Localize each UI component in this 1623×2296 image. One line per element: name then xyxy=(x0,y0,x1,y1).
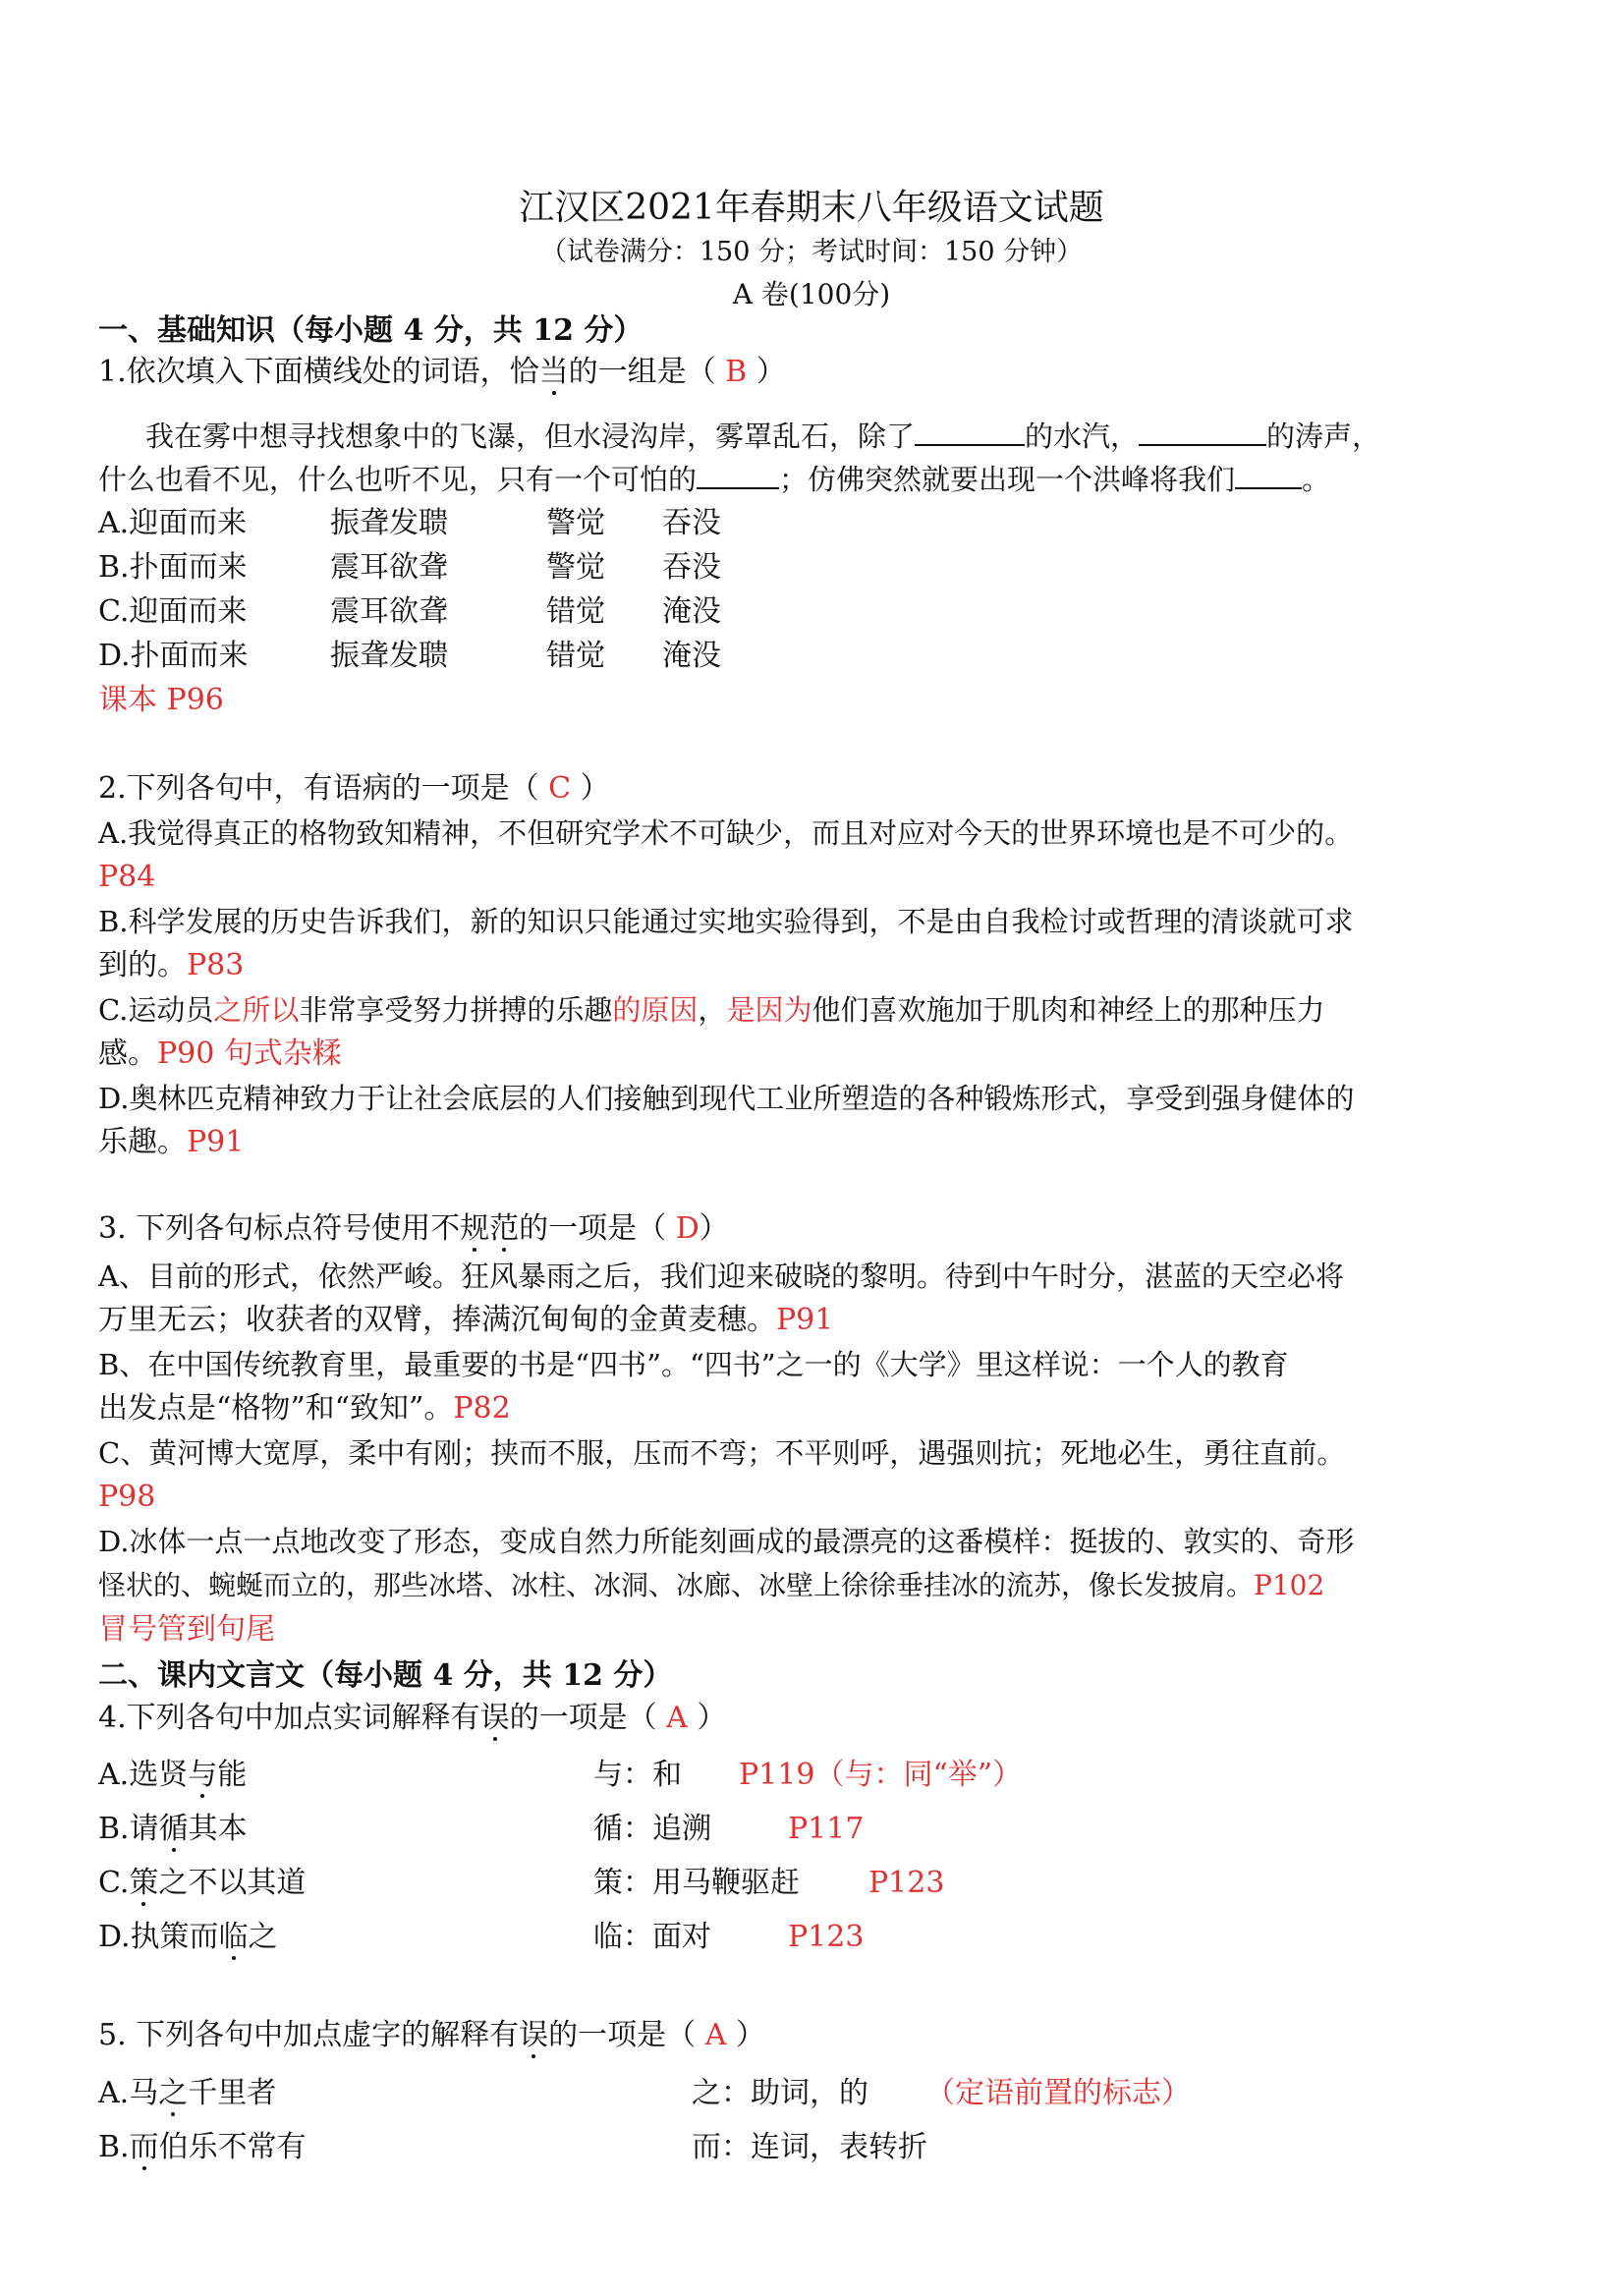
q1-option-a-w2: 振聋发聩 xyxy=(330,506,448,540)
q1-note: 课本 P96 xyxy=(98,683,224,717)
q4-option-b xyxy=(98,1811,248,1848)
answer: B xyxy=(715,355,756,389)
passage-text: 的涛声， xyxy=(1266,420,1381,453)
option-text: 之不以其道 xyxy=(158,1866,307,1900)
section-heading-1: 一、基础知识（每小题 4 分，共 12 分） xyxy=(98,313,644,348)
dotted-char: 临 xyxy=(218,1920,249,1954)
answer: C xyxy=(538,771,581,806)
q3-option-b-line-1: B、在中国传统教育里，最重要的书是“四书”。“四书”之一的《大学》里这样说：一个人的教育 xyxy=(98,1348,1289,1381)
option-text: ， xyxy=(698,993,727,1027)
option-text: 能 xyxy=(217,1758,248,1792)
q5-option-b-explanation: 而：连词，表转折 xyxy=(692,2130,927,2164)
q4-option-c-explanation: 策：用马鞭驱赶 xyxy=(593,1866,800,1900)
option-text: 出发点是“格物”和“致知”。 xyxy=(98,1391,454,1426)
dotted-char: 规 xyxy=(460,1211,490,1246)
option-text: 感。 xyxy=(98,1036,157,1071)
stem-text: 5. 下列各句中加点虚字的解释有 xyxy=(98,2018,520,2052)
q4-option-c-note: P123 xyxy=(868,1866,945,1900)
answer: A xyxy=(696,2018,736,2052)
q5-option-a-note: （定语前置的标志） xyxy=(925,2076,1191,2110)
question-5-stem xyxy=(98,2017,765,2054)
q2-option-a-note: P84 xyxy=(98,860,156,894)
exam-info: （试卷满分：150 分；考试时间：150 分钟） xyxy=(539,237,1084,267)
dotted-char: 循 xyxy=(158,1812,189,1846)
paper-label: A 卷(100分) xyxy=(732,278,891,310)
q4-option-a xyxy=(98,1757,247,1794)
fill-blank xyxy=(1139,417,1266,446)
fill-blank xyxy=(1235,460,1302,489)
stem-text: ） xyxy=(699,1211,729,1246)
q2-option-b-line-2 xyxy=(98,947,244,984)
q1-option-b-w1: B.扑面而来 xyxy=(98,550,248,585)
option-text: 其本 xyxy=(188,1812,248,1846)
dotted-char: 之 xyxy=(158,2076,189,2110)
q4-option-b-explanation: 循：追溯 xyxy=(593,1812,711,1846)
page-note: P91 xyxy=(776,1303,834,1337)
answer: A xyxy=(656,1701,698,1735)
q3-option-d-note: 冒号管到句尾 xyxy=(98,1612,275,1647)
q3-option-c: C、黄河博大宽厚，柔中有刚；挟而不服，压而不弯；不平则呼，遇强则抗；死地必生，勇往直前。 xyxy=(98,1436,1346,1470)
q4-option-a-note: P119（与：同“举”） xyxy=(739,1758,1023,1792)
q3-option-c-note: P98 xyxy=(98,1480,156,1514)
question-4-stem xyxy=(98,1700,726,1737)
passage-text: 什么也看不见，什么也听不见，只有一个可怕的 xyxy=(98,463,698,496)
dotted-char: 误 xyxy=(519,2018,549,2052)
q3-option-d-line-2 xyxy=(98,1567,1324,1604)
q3-option-b-line-2 xyxy=(98,1390,511,1428)
stem-text: ） xyxy=(580,771,610,806)
q2-option-c-line-1 xyxy=(98,991,1324,1029)
stem-text: ） xyxy=(735,2018,765,2052)
option-text: A.马 xyxy=(98,2076,159,2110)
dotted-char: 误 xyxy=(479,1701,510,1735)
stem-text: 的一项是（ xyxy=(519,1211,667,1246)
option-text: 千里者 xyxy=(188,2076,277,2110)
stem-text: ） xyxy=(697,1701,727,1735)
passage-text: 的水汽， xyxy=(1025,420,1140,453)
q1-option-c-w3: 错觉 xyxy=(546,594,605,629)
q1-option-a-w1: A.迎面而来 xyxy=(98,506,248,540)
page-note: P90 句式杂糅 xyxy=(157,1036,342,1071)
option-text: 万里无云；收获者的双臂，捧满沉甸甸的金黄麦穗。 xyxy=(98,1303,776,1337)
stem-text: 2.下列各句中，有语病的一项是（ xyxy=(98,771,539,806)
q2-option-b-line-1: B.科学发展的历史告诉我们，新的知识只能通过实地实验得到，不是由自我检讨或哲理的清谈就可求 xyxy=(98,905,1354,938)
fill-blank xyxy=(697,460,779,489)
fill-blank xyxy=(915,417,1025,446)
stem-text: 的一项是（ xyxy=(509,1701,657,1735)
stem-text: 的一项是（ xyxy=(548,2018,697,2052)
q1-option-c-w4: 淹没 xyxy=(662,594,721,629)
q1-option-a-w4: 吞没 xyxy=(662,506,721,540)
q1-option-b-w3: 警觉 xyxy=(546,550,605,585)
page-note: P82 xyxy=(453,1391,511,1426)
option-text: A.选贤 xyxy=(98,1758,189,1792)
q3-option-d-line-1: D.冰体一点一点地改变了形态，变成自然力所能刻画成的最漂亮的这番模样：挺拔的、敦实的、奇形 xyxy=(98,1525,1355,1558)
passage-text: 我在雾中想寻找想象中的飞瀑，但水浸沟岸，雾罩乱石，除了 xyxy=(145,420,916,453)
q4-option-c xyxy=(98,1865,306,1902)
option-text: 怪状的、蜿蜒而立的，那些冰塔、冰柱、冰洞、冰廊、冰壁上徐徐垂挂冰的流苏，像长发披肩。 xyxy=(98,1569,1255,1601)
dotted-char: 而 xyxy=(129,2130,159,2164)
question-2-stem xyxy=(98,770,610,808)
page-note: P91 xyxy=(187,1125,245,1159)
q1-option-c-w1: C.迎面而来 xyxy=(98,594,248,629)
option-text: C. xyxy=(98,1866,130,1900)
page-note: P83 xyxy=(187,948,245,982)
question-1-stem xyxy=(98,354,786,391)
option-text: 非常享受努力拼搏的乐趣 xyxy=(299,993,613,1027)
q4-option-a-explanation: 与：和 xyxy=(593,1758,682,1792)
q1-option-b-w4: 吞没 xyxy=(662,550,721,585)
q1-option-d-w2: 振聋发聩 xyxy=(330,639,448,673)
dotted-char: 与 xyxy=(188,1758,218,1792)
question-1-passage-line-2 xyxy=(98,460,1330,498)
stem-text: 1.依次填入下面横线处的词语，恰 xyxy=(98,355,539,389)
page-note: P102 xyxy=(1254,1569,1325,1601)
q1-option-a-w3: 警觉 xyxy=(546,506,605,540)
q4-option-d-note: P123 xyxy=(788,1920,865,1954)
question-3-stem xyxy=(98,1210,729,1248)
q2-option-d-line-1: D.奥林匹克精神致力于让社会底层的人们接触到现代工业所塑造的各种锻炼形式，享受到强身健体的 xyxy=(98,1082,1355,1115)
option-text: 乐趣。 xyxy=(98,1125,187,1159)
q1-option-b-w2: 震耳欲聋 xyxy=(330,550,448,585)
passage-text: 。 xyxy=(1302,463,1331,496)
option-text: B.请 xyxy=(98,1812,159,1846)
section-heading-2: 二、课内文言文（每小题 4 分，共 12 分） xyxy=(98,1658,673,1693)
dotted-char: 策 xyxy=(129,1866,159,1900)
option-text: C.运动员 xyxy=(98,993,214,1027)
dotted-char: 范 xyxy=(489,1211,520,1246)
q1-option-d-w1: D.扑面而来 xyxy=(98,639,249,673)
q1-option-d-w4: 淹没 xyxy=(662,639,721,673)
option-text: D.执策而 xyxy=(98,1920,219,1954)
highlight-text: 是因为 xyxy=(726,993,812,1027)
highlight-text: 的原因 xyxy=(612,993,699,1027)
stem-text: 的一组是（ xyxy=(568,355,716,389)
stem-text: ） xyxy=(756,355,786,389)
stem-text: 3. 下列各句标点符号使用不 xyxy=(98,1211,461,1246)
question-1-passage-line-1 xyxy=(98,417,1380,455)
q2-option-d-line-2 xyxy=(98,1124,244,1161)
stem-text: 4.下列各句中加点实词解释有 xyxy=(98,1701,480,1735)
q4-option-d-explanation: 临：面对 xyxy=(593,1920,711,1954)
option-text: 伯乐不常有 xyxy=(158,2130,307,2164)
option-text: B. xyxy=(98,2130,130,2164)
q3-option-a-line-1: A、目前的形式，依然严峻。狂风暴雨之后，我们迎来破晓的黎明。待到中午时分，湛蓝的天空必将 xyxy=(98,1260,1344,1293)
q5-option-a xyxy=(98,2075,276,2112)
q2-option-a: A.我觉得真正的格物致知精神，不但研究学术不可缺少，而且对应对今天的世界环境也是不可少的。 xyxy=(98,816,1354,850)
page-title: 江汉区2021年春期末八年级语文试题 xyxy=(519,188,1104,228)
q2-option-c-line-2 xyxy=(98,1036,342,1073)
option-text: 到的。 xyxy=(98,948,187,982)
q4-option-d xyxy=(98,1919,278,1956)
q5-option-b xyxy=(98,2129,307,2166)
option-text: 之 xyxy=(248,1920,278,1954)
passage-text: ；仿佛突然就要出现一个洪峰将我们 xyxy=(779,463,1236,496)
q1-option-d-w3: 错觉 xyxy=(546,639,605,673)
option-text: 他们喜欢施加于肌肉和神经上的那种压力 xyxy=(812,993,1325,1027)
dotted-char: 当 xyxy=(538,355,569,389)
q5-option-a-explanation: 之：助词，的 xyxy=(692,2076,868,2110)
q4-option-b-note: P117 xyxy=(788,1812,865,1846)
answer: D xyxy=(666,1211,700,1246)
q3-option-a-line-2 xyxy=(98,1302,833,1339)
q1-option-c-w2: 震耳欲聋 xyxy=(330,594,448,629)
highlight-text: 之所以 xyxy=(213,993,300,1027)
